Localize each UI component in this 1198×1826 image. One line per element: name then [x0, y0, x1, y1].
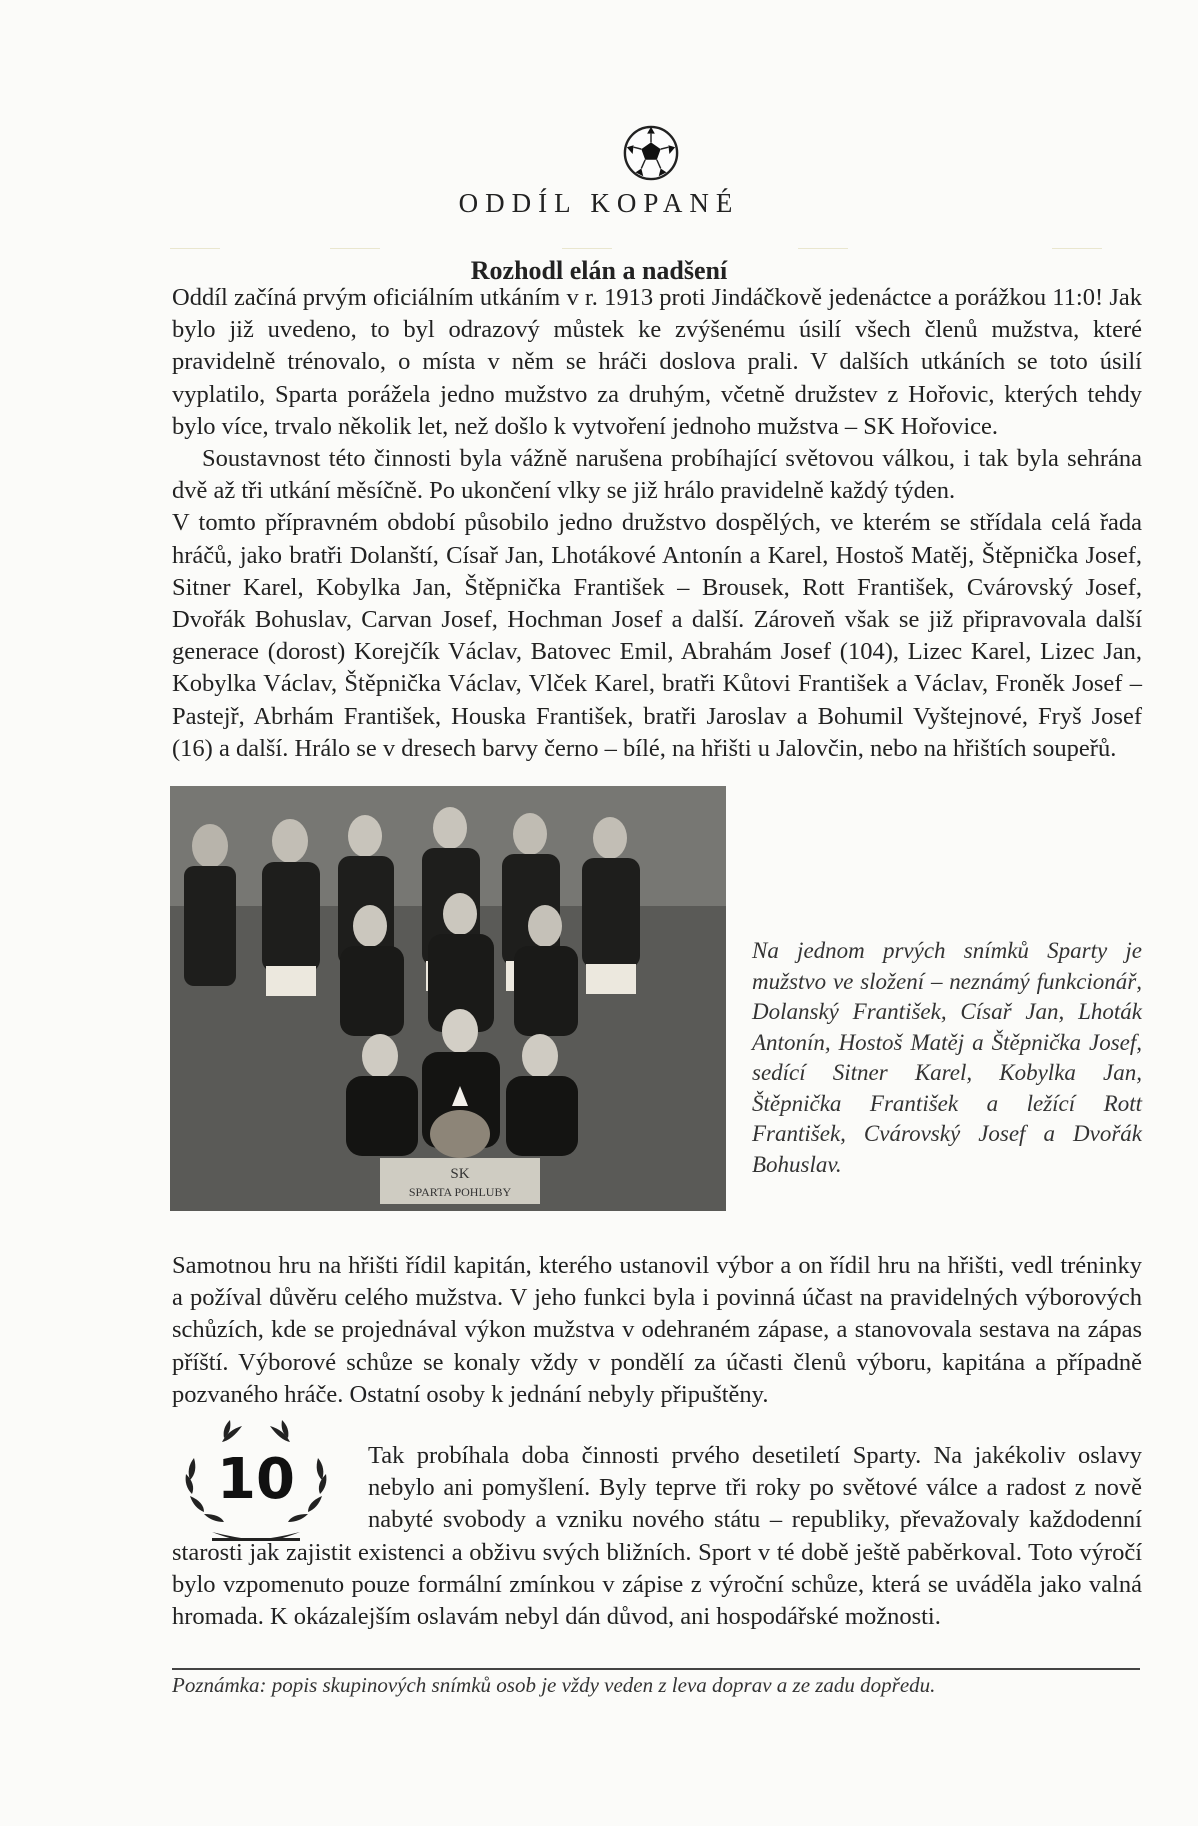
team-photo	[170, 786, 726, 1211]
article-body-2	[172, 1250, 1142, 1411]
paragraph: V tomto přípravném období působilo jedno družstvo dospělých, ve kterém se střídala celá řada hráčů, jako bratři Dolanští, Císař Jan, Lhotákové Antonín a Karel, Hostoš Matěj, Štěpnička Josef, Sitner Karel, Kobylka Jan, Štěpnička František – Brousek, Rott František, Cvárovský Josef, Dvořák Bohuslav, Carvan Josef, Hochman Josef a další. Zároveň však se již připravovala další generace (dorost) Korejčík Václav, Batovec Emil, Abrahám Josef (104), Lizec Karel, Lizec Jan, Kobylka Václav, Štěpnička Václav, Vlček Karel, bratři Kůtovi František a Václav, Froněk Josef – Pastejř, Abrhám František, Houska František, bratři Jaroslav a Bohumil Vyštejnové, Fryš Josef (16) a další. Hrálo se v dresech barvy černo – bílé, na hřišti u Jalovčin, nebo na hřištích soupeřů.	[172, 509, 1142, 762]
section-title: ODDÍL KOPANÉ	[458, 188, 740, 218]
footnote-divider	[172, 1668, 1140, 1670]
divider	[170, 248, 220, 249]
paragraph: Samotnou hru na hřišti řídil kapitán, kterého ustanovil výbor a on řídil hru na hřišti, vedl tréninky a požíval důvěru celého mužstva. V jeho funkci byla i povinná účast na pravidelných výborových schůzích, kde se projednával výkon mužstva v odehraném zápase, a stanovovala sestava na zápas příští. Výborové schůze se konaly vždy v pondělí za účasti členů výboru, kapitána a případně pozvaného hráče. Ostatní osoby k jednání nebyly připuštěny.	[172, 1252, 1142, 1408]
paragraph: Oddíl začíná prvým oficiálním utkáním v r. 1913 proti Jindáčkově jedenáctce a porážkou 11:0! Jak bylo již uvedeno, to byl odrazový můstek ke zvýšenému úsilí všech členů mužstva, které pravidelně trénovalo, o místa v něm se hráči doslova prali. V dalších utkáních se toto úsilí vyplatilo, Sparta porážela jedno mužstvo za druhým, včetně družstev z Hořovic, kterých tehdy bylo více, trvalo několik let, než došlo k vytvoření jednoho mužstva – SK Hořovice.	[172, 284, 1142, 440]
emblem-number: 10	[217, 1447, 295, 1512]
article-headline: Rozhodl elán a nadšení	[470, 256, 728, 285]
article-body	[172, 282, 1142, 765]
divider	[562, 248, 612, 249]
paragraph: Soustavnost této činnosti byla vážně narušena probíhající světovou válkou, i tak byla sehrána dvě až tři utkání měsíčně. Po ukončení vlky se již hrálo pravidelně každý týden.	[172, 445, 1142, 505]
anniversary-paragraph	[172, 1440, 1142, 1633]
soccer-ball-icon	[622, 124, 680, 182]
photo-caption: Na jednom prvých snímků Sparty je mužstvo ve složení – neznámý funkcionář, Dolanský František, Císař Jan, Lhoták Antonín, Hostoš Matěj a Štěpnička Josef, sedící Sitner Karel, Kobylka Jan, Štěpnička František a ležící Rott František, Cvárovský Josef a Dvořák Bohuslav.	[752, 938, 1142, 1177]
photo-banner-line2: SPARTA POHLUBY	[408, 1185, 512, 1199]
photo-banner-line1: SK	[450, 1166, 470, 1182]
divider	[330, 248, 380, 249]
divider	[1052, 248, 1102, 249]
anniversary-text: Tak probíhala doba činnosti prvého desetiletí Sparty. Na jakékoliv oslavy nebylo ani pomyšlení. Byly teprve tři roky po světové válce a radost z nově nabyté svobody a vzniku nového státu – republiky, převažovaly každodenní starosti jak zajistit existenci a obživu svých bližních. Sport v té době ještě paběrkoval. Toto výročí bylo vzpomenuto pouze formální zmínkou v zápise z výroční schůze, která se uváděla jako valná hromada. K okázalejším oslavám nebyl dán důvod, ani hospodářské možnosti.	[172, 1442, 1142, 1631]
footnote: Poznámka: popis skupinových snímků osob je vždy veden z leva doprav a ze zadu dopředu.	[172, 1673, 936, 1697]
divider	[798, 248, 848, 249]
